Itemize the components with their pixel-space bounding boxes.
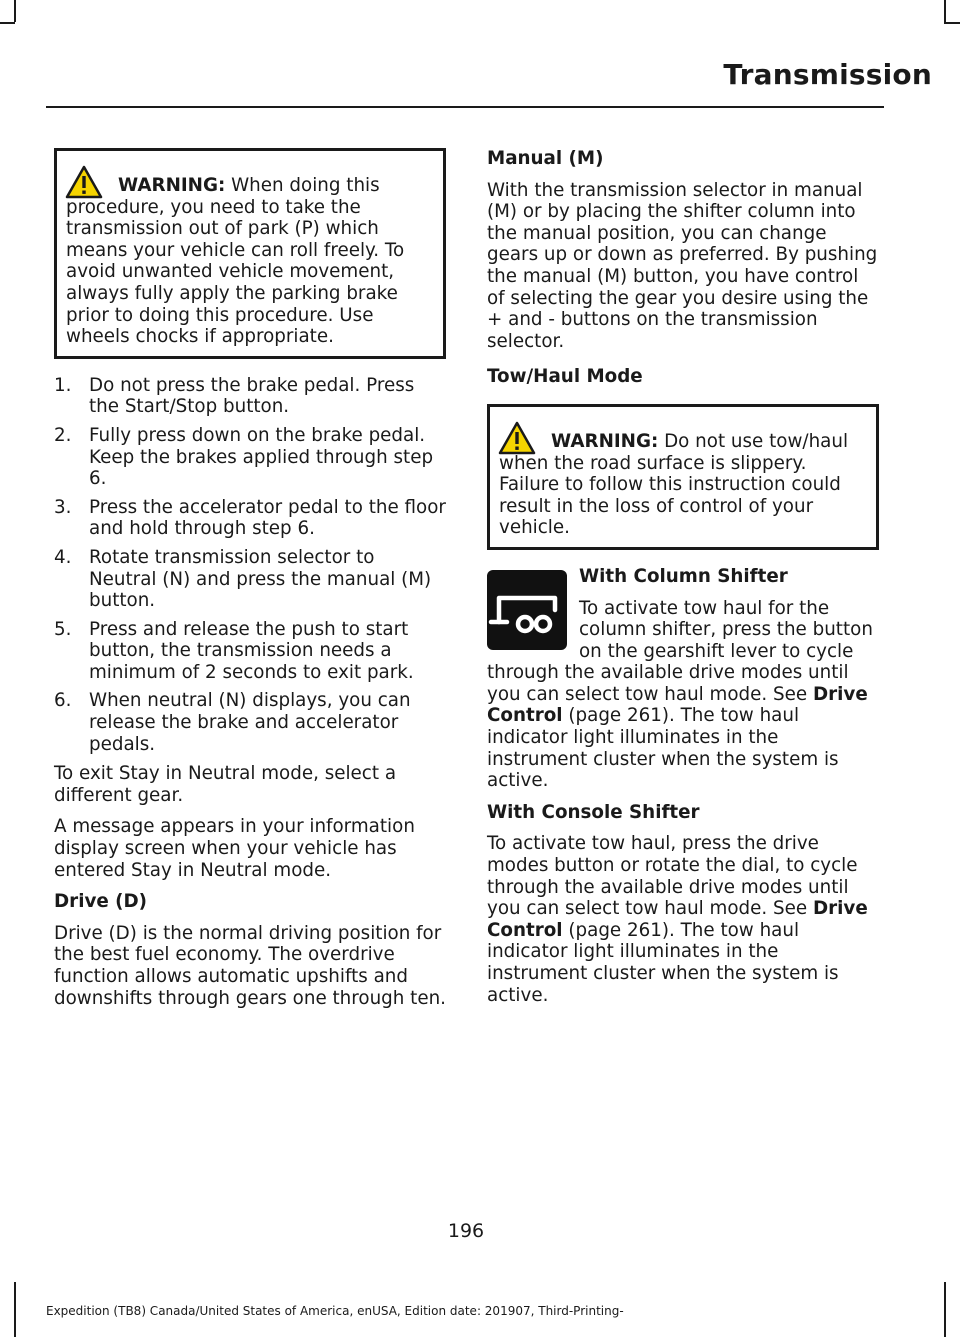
page-title: Transmission — [723, 58, 932, 91]
manual-heading: Manual (M) — [487, 148, 604, 169]
drive-paragraph: Drive (D) is the normal driving position for the best fuel economy. The overdrive function allows automatic upshifts and downshifts through gears one through ten. — [54, 922, 446, 1009]
drive-heading: Drive (D) — [54, 891, 148, 913]
list-item — [54, 425, 446, 490]
drive-control-link[interactable]: Drive Control — [487, 898, 868, 941]
page-number: 196 — [447, 1220, 485, 1242]
crop-mark — [0, 22, 15, 24]
right-column — [487, 148, 879, 1016]
column-text-part1: To activate tow haul for the column shifter, press the button on the gearshift lever to cycle through the available drive modes until you can select tow haul mode. See — [487, 597, 873, 705]
warning-label: WARNING: — [551, 430, 659, 452]
console-text-part2: (page 261). The tow haul indicator light illuminates in the instrument cluster when the system is active. — [487, 919, 839, 1006]
crop-mark — [14, 1282, 16, 1337]
edition-info: Expedition (TB8) Canada/United States of America, enUSA, Edition date: 201907, Third-Printing- — [46, 1304, 624, 1318]
list-item — [54, 497, 446, 540]
step-number: 2. — [54, 424, 72, 446]
tow-haul-heading: Tow/Haul Mode — [487, 366, 643, 388]
step-text: Do not press the brake pedal. Press the Start/Stop button. — [89, 374, 415, 418]
message-paragraph: A message appears in your information display screen when your vehicle has entered Stay in Neutral mode. — [54, 816, 415, 881]
step-text: Press the accelerator pedal to the floor and hold through step 6. — [89, 496, 446, 540]
tow-haul-icon — [487, 570, 567, 650]
exit-paragraph: To exit Stay in Neutral mode, select a different gear. — [54, 763, 397, 806]
console-text-part1: To activate tow haul, press the drive modes button or rotate the dial, to cycle through the available drive modes until you can select tow haul mode. See — [487, 833, 858, 920]
crop-mark — [14, 0, 16, 22]
console-shifter-heading: With Console Shifter — [487, 801, 700, 823]
list-item — [54, 547, 446, 612]
column-text-part2: (page 261). The tow haul indicator light illuminates in the instrument cluster when the system is active. — [487, 705, 839, 792]
list-item — [54, 690, 446, 755]
warning-text: When doing this procedure, you need to take the transmission out of park (P) which means your vehicle can roll freely. To avoid unwanted vehicle movement, always fully apply the parking brake prior to doing this procedure. Use wheels chocks if appropriate. — [66, 175, 405, 348]
warning-box — [54, 148, 446, 359]
manual-paragraph: With the transmission selector in manual (M) or by placing the shifter column into the manual position, you can change gears up or down as preferred. By pushing the manual (M) button, you have control of selecting the gear you desire using the + and - buttons on the transmission selector. — [487, 179, 878, 352]
drive-control-link[interactable]: Drive Control — [487, 683, 868, 727]
list-item — [54, 375, 446, 418]
step-text: When neutral (N) displays, you can release the brake and accelerator pedals. — [89, 690, 411, 755]
crop-mark — [944, 1282, 946, 1337]
step-number: 3. — [54, 496, 72, 518]
column-shifter-section — [487, 566, 879, 792]
list-item — [54, 619, 446, 684]
step-text: Rotate transmission selector to Neutral (N) and press the manual (M) button. — [89, 546, 432, 612]
step-number: 5. — [54, 618, 72, 640]
step-text: Fully press down on the brake pedal. Keep the brakes applied through step 6. — [89, 424, 434, 490]
step-number: 4. — [54, 546, 72, 568]
crop-mark — [944, 0, 946, 22]
header-divider — [46, 106, 884, 108]
step-text: Press and release the push to start button, the transmission needs a minimum of 2 seconds to exit park. — [89, 618, 414, 683]
step-number: 6. — [54, 690, 72, 712]
warning-label: WARNING: — [118, 175, 226, 196]
procedure-steps — [54, 375, 446, 756]
left-column — [54, 148, 446, 1019]
warning-icon — [65, 165, 103, 199]
step-number: 1. — [54, 374, 72, 396]
column-shifter-heading: With Column Shifter — [579, 565, 788, 587]
crop-mark — [944, 22, 960, 24]
warning-text: Do not use tow/haul when the road surface is slippery. Failure to follow this instruction could result in the loss of control of your vehicle. — [499, 430, 849, 539]
console-shifter-paragraph — [487, 833, 879, 1006]
warning-icon — [498, 421, 536, 455]
warning-box — [487, 404, 879, 550]
